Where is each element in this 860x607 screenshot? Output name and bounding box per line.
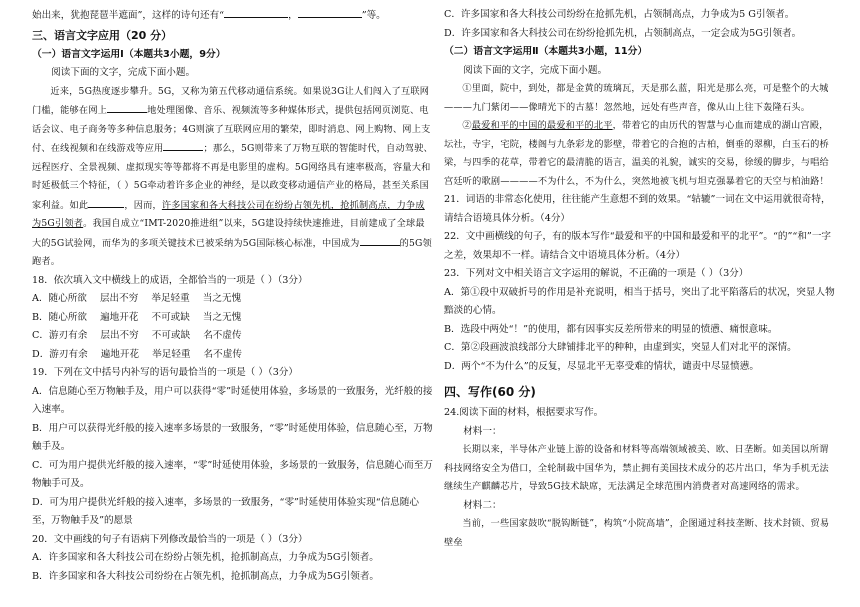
option-20-c[interactable]: C．许多国家和各大科技公司纷纷在抢抓先机，占领制高点，力争成为5 G引领者。 xyxy=(444,9,795,20)
option-23-d[interactable]: D．两个“不为什么”的反复，尽显北平无辜受难的情状，谴责中尽显愤懑。 xyxy=(444,360,759,372)
option-20-d[interactable]: D．许多国家和各大科技公司在纷纷抢抓先机，占领制高点，一定会成为5G引领者。 xyxy=(444,27,802,39)
option-18-a[interactable]: A．随心所欲 层出不穷 举足轻重 当之无愧 xyxy=(32,293,242,304)
answer-blank[interactable] xyxy=(224,6,288,18)
poem-question-tail: 始出来，犹抱琵琶半遮面”，这样的诗句还有“ ， ”等。 xyxy=(32,6,434,26)
answer-blank[interactable] xyxy=(360,234,400,246)
answer-blank[interactable] xyxy=(88,196,124,208)
answer-blank[interactable] xyxy=(298,6,362,18)
option-19-d[interactable]: D．可为用户提供光纤般的接入速率，多场景的一致服务，“零”时延使用体验实现“信息随心至，万物触手及”的愿景 xyxy=(32,496,419,526)
option-19-b[interactable]: B．用户可以获得光纤般的接入速率多场景的一致服务，“零”时延使用体验，信息随心至，万物触手及。 xyxy=(32,422,433,452)
underlined-sentence: 许多国家和各大科技公司在纷纷占领先机，抢抓制高点，力争成为5G引领者 xyxy=(32,199,425,229)
option-20-a[interactable]: A．许多国家和各大科技公司在纷纷占领先机，抢抓制高点，力争成为5G引领者。 xyxy=(32,552,379,563)
material-1-label: 材料一： xyxy=(463,425,502,437)
question-19: 19．下列在文中括号内补写的语句最恰当的一项是（ ）（3分） xyxy=(32,367,298,378)
material-2-label: 材料二： xyxy=(463,499,502,511)
answer-blank[interactable] xyxy=(107,101,147,113)
section-3-heading: 三、语言文字应用（20 分） xyxy=(32,28,173,42)
instruction: 阅读下面的文字，完成下面小题。 xyxy=(463,64,608,76)
question-18: 18．依次填入文中横线上的成语，全都恰当的一项是（ ）（3分） xyxy=(32,274,308,286)
right-column xyxy=(444,6,836,552)
instruction: 阅读下面的文字，完成下面小题。 xyxy=(51,67,196,78)
passage-paragraph-1: ①里面，院中，到处，都是金黄的琉璃瓦，天是那么蓝，阳光是那么亮，可是整个的大城———九门紫闭——像晴光下的古墓！忽然地，远处有些声音，像从山上往下轰隆石头。 xyxy=(444,83,829,113)
question-22: 22．文中画横线的句子，有的版本写作“最爱和平的中国和最爱和平的北平”。“的”“和”一字之差，效果却不一样。请结合文中语境具体分析。（4分） xyxy=(444,231,832,261)
question-24: 24.阅读下面的材料，根据要求写作。 xyxy=(444,407,604,418)
subsection-1-heading: （一）语言文字运用Ⅰ（本题共3小题，9分） xyxy=(32,48,226,60)
material-2-text: 当前，一些国家鼓吹“脱钩断链”，构筑“小院高墙”，企图通过科技垄断、技术封锁、贸易壁垒 xyxy=(444,518,830,548)
question-23: 23．下列对文中相关语言文字运用的解说，不正确的一项是（ ）（3分） xyxy=(444,268,749,279)
question-20: 20．文中画线的句子有语病下列修改最恰当的一项是（ ）（3分） xyxy=(32,533,308,545)
subsection-2-heading: （二）语言文字运用Ⅱ（本题共3小题，11分） xyxy=(444,46,648,57)
option-23-b[interactable]: B．选段中两处“！”的使用，都有因事实反差所带来的明显的愤懑、痛恨意味。 xyxy=(444,323,778,335)
option-19-c[interactable]: C．可为用户提供光纤般的接入速率，“零”时延使用体验，多场景的一致服务，信息随心而至万物触手可及。 xyxy=(32,459,433,489)
section-4-heading: 四、写作(60 分) xyxy=(444,385,536,399)
option-18-c[interactable]: C．游刃有余 层出不穷 不可或缺 名不虚传 xyxy=(32,330,242,341)
option-23-c[interactable]: C．第②段画波浪线部分大肆铺排北平的种种，由虚到实，突显人们对北平的深情。 xyxy=(444,342,797,353)
option-19-a[interactable]: A．信息随心至万物触手及，用户可以获得“零”时延使用体验，多场景的一致服务，光纤般的接入速率。 xyxy=(32,385,433,415)
passage-paragraph-2: ②最爱和平的中国的最爱和平的北平，带着它的由历代的智慧与心血而建成的湖山宫殿，坛社，寺宇，宅院，楼阁与九条彩龙的影壁，带着它的合抱的古柏，倒垂的翠柳，白玉石的桥梁，与四季的花草，带着它的最清脆的语言，温美的礼貌，诚实的交易，徐缓的脚步，与唱给宫廷听的歌剧————不为什么，不为什么，突然地被飞机与坦克强暴着它的天空与柏油路！ xyxy=(444,120,829,187)
material-1-text: 长期以来，半导体产业链上游的设备和材料等高端领域被美、欧、日垄断。如美国以所谓科技网络安全为借口，全轮制裁中国华为，禁止拥有美国技术成分的芯片出口，华为手机无法继续生产麒麟芯片，导致5G技术缺席，无法满足全球范围内消费者对高速网络的需求。 xyxy=(444,444,829,492)
option-18-d[interactable]: D．游刃有余 遍地开花 举足轻重 名不虚传 xyxy=(32,348,242,360)
underlined-sentence: 最爱和平的中国的最爱和平的北平 xyxy=(471,120,613,131)
answer-blank[interactable] xyxy=(163,139,203,151)
option-18-b[interactable]: B．随心所欲 遍地开花 不可或缺 当之无愧 xyxy=(32,311,242,323)
option-23-a[interactable]: A．第①段中双破折号的作用是补充说明，相当于括号，突出了北平陷落后的状况，突显人物黯淡的心情。 xyxy=(444,286,835,316)
question-21: 21．词语的非常态化使用，往往能产生意想不到的效果。“轱辘”一词在文中运用就很奇特，请结合语境具体分析。（4分） xyxy=(444,194,831,224)
left-column xyxy=(32,6,434,586)
passage-5g: 近来，5G热度逐步攀升。5G，又称为第五代移动通信系统。如果说3G让人们闯入了互联网门槛，能够在网上 地处理图像、音乐、视频流等多种媒体形式，提供包括网页浏览、电话会议、电子商务等多种信息服务；4G则演了互联网应用的繁荣，即时消息、网上购物、网上支付、在线视频和在线游戏等应用 ；那么，5G则带来了万物互联的智能时代，自动驾驶、远程医疗、全景视频、虚拟现实等等都将不再是电影里的虚构。5G网络具有速率极高，容量大和时延极低三个特征，（ ）5G牵动着许多企业的神经，是以政变移动通信产业的格局，甚至关系国家利益。如此 ，因而，许多国家和各大科技公司在纷纷占领先机，抢抓制高点，力争成为5G引领者。我国自成立“IMT-2020推进组”以来，5G建设持续快速推进，目前建成了全球最大的5G试验网，而华为的多项关键技术已被采纳为5G国际核心标准，中国成为 的5G领跑者。 xyxy=(32,85,433,267)
option-20-b[interactable]: B．许多国家和各大科技公司纷纷在占领先机，抢抓制高点，力争成为5G引领者。 xyxy=(32,570,380,582)
